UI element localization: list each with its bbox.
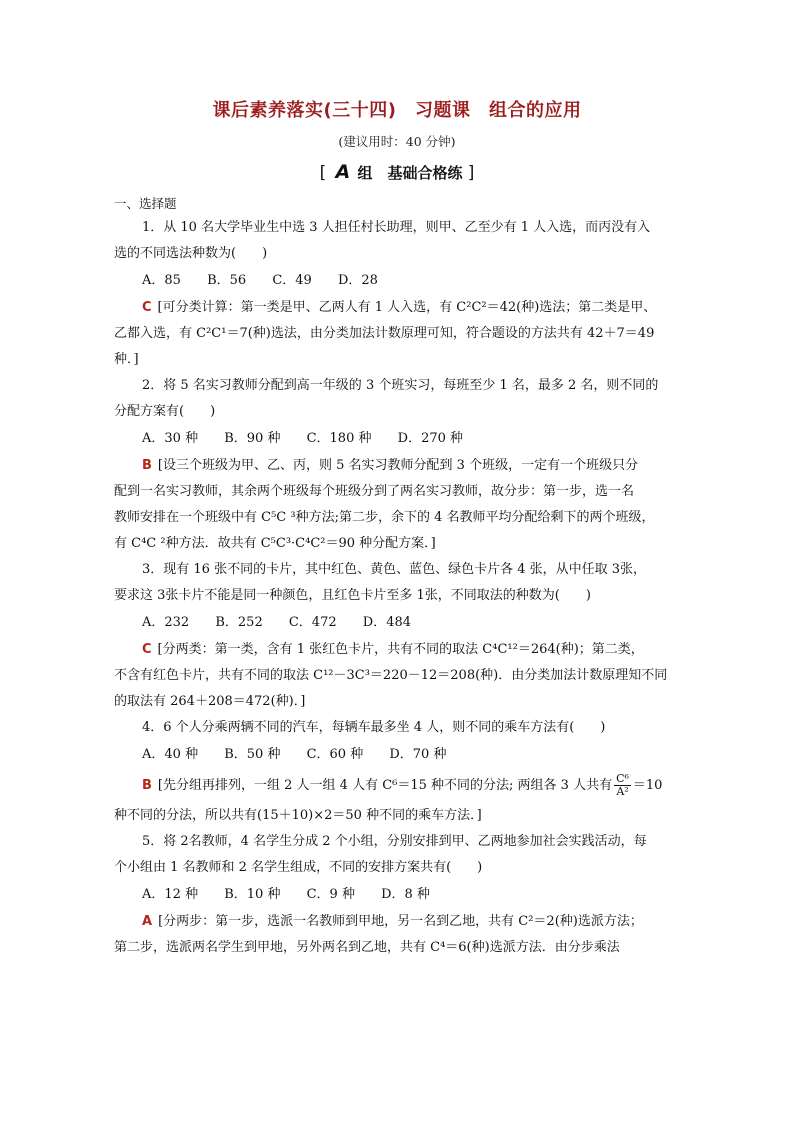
answer-2-line — [114, 453, 684, 479]
question-4-line: 4．6 个人分乘两辆不同的汽车，每辆车最多坐 4 人，则不同的乘车方法有( ) — [142, 720, 606, 735]
option: A．232 — [142, 615, 190, 630]
answer-letter: B — [142, 778, 152, 793]
fraction-denominator: A² — [616, 785, 629, 798]
question-4-options — [114, 741, 684, 769]
answer-2-line: 配到一名实习教师，其余两个班级每个班级分到了两名实习教师，故分步：第一步，选一名 — [114, 484, 635, 499]
option: C．9 种 — [306, 887, 355, 902]
option: A．30 种 — [142, 431, 199, 446]
option: C．472 — [288, 615, 337, 630]
question-2-line: 分配方案有( ) — [114, 404, 216, 419]
question-3-line: 要求这 3张卡片不能是同一种颜色，且红色卡片至多 1张，不同取法的种数为( ) — [114, 588, 591, 603]
answer-2-line: 有 C⁴C ²种方法．故共有 C⁵C³·C⁴C²＝90 种分配方案．] — [114, 536, 436, 551]
answer-1-line — [114, 295, 684, 321]
group-label: 组 基础合格练 — [357, 164, 463, 182]
suggested-time: (建议用时：40 分钟) — [338, 134, 456, 149]
explanation-text: [分两类：第一类，含有 1 张红色卡片，共有不同的取法 C⁴C¹²＝264(种)；第二类， — [157, 642, 644, 657]
question-1-options — [114, 267, 684, 295]
answer-3-line: 的取法有 264＋208＝472(种)．] — [114, 694, 306, 709]
answer-5-line: 第二步，选派两名学生到甲地，另外两名到乙地，共有 C⁴＝6(种)选派方法．由分步乘法 — [114, 940, 620, 955]
option: D．8 种 — [381, 887, 430, 902]
option: D．270 种 — [397, 431, 464, 446]
question-5-options — [114, 881, 684, 909]
answer-letter: C — [142, 642, 152, 657]
question-5-line: 5．将 2名教师，4 名学生分成 2 个小组，分别安排到甲、乙两地参加社会实践活动，每 — [142, 834, 647, 849]
option: C．180 种 — [306, 431, 372, 446]
option: B．10 种 — [224, 887, 281, 902]
answer-5-line — [114, 909, 684, 935]
question-5-line: 个小组由 1 名教师和 2 名学生组成，不同的安排方案共有( ) — [114, 860, 483, 875]
option: A．12 种 — [142, 887, 199, 902]
group-right-bracket: ] — [467, 163, 475, 183]
question-3-line: 3．现有 16 张不同的卡片，其中红色、黄色、蓝色、绿色卡片各 4 张，从中任取 3张， — [142, 562, 647, 577]
question-list — [114, 215, 684, 961]
option: B．50 种 — [224, 747, 281, 762]
page-title: 课后素养落实(三十四) 习题课 组合的应用 — [212, 100, 582, 121]
explanation-text: [设三个班级为甲、乙、丙，则 5 名实习教师分配到 3 个班级，一定有一个班级只分 — [157, 458, 639, 473]
group-a-header — [0, 161, 794, 183]
fraction-numerator: C⁶ — [616, 772, 629, 785]
question-2-options — [114, 425, 684, 453]
option: D．70 种 — [389, 747, 447, 762]
option: C．60 种 — [306, 747, 364, 762]
answer-1-line: 乙都入选，有 C²C¹＝7(种)选法，由分类加法计数原理可知，符合题设的方法共有 42＋7＝49 — [114, 326, 655, 341]
option: B．252 — [215, 615, 263, 630]
group-left-bracket: [ — [319, 163, 327, 183]
option: D．484 — [362, 615, 412, 630]
question-2-line: 2．将 5 名实习教师分配到高一年级的 3 个班实习，每班至少 1 名，最多 2 名，则不同的 — [142, 378, 659, 393]
fraction — [614, 773, 631, 798]
answer-4-line — [114, 769, 684, 803]
answer-4-line: 种不同的分法，所以共有(15＋10)×2＝50 种不同的乘车方法．] — [114, 808, 482, 823]
question-3-options — [114, 609, 684, 637]
answer-letter: A — [142, 914, 153, 929]
explanation-text: [可分类计算：第一类是甲、乙两人有 1 人入选，有 C²C²＝42(种)选法；第二类是甲、 — [157, 300, 657, 315]
explanation-text: ＝10 — [632, 778, 663, 793]
option: D．28 — [337, 273, 378, 288]
option: C．49 — [272, 273, 312, 288]
option: B．56 — [207, 273, 247, 288]
answer-1-line: 种．] — [114, 352, 139, 367]
question-1-line: 选的不同选法种数为( ) — [114, 246, 268, 261]
answer-3-line — [114, 637, 684, 663]
explanation-text: [分两步：第一步，选派一名教师到甲地，另一名到乙地，共有 C²＝2(种)选派方法； — [158, 914, 643, 929]
question-1-line: 1．从 10 名大学毕业生中选 3 人担任村长助理，则甲、乙至少有 1 人入选，而丙没有入 — [142, 220, 651, 235]
answer-letter: B — [142, 458, 152, 473]
explanation-text: [先分组再排列，一组 2 人一组 4 人有 C⁶＝15 种不同的分法; 两组各 3 人共有 — [157, 778, 613, 793]
answer-2-line: 教师安排在一个班级中有 C⁵C ³种方法;第二步，余下的 4 名教师平均分配给剩下的两个班级， — [114, 510, 655, 525]
group-letter-a: A — [335, 161, 351, 183]
option: A．40 种 — [142, 747, 199, 762]
answer-3-line: 不含有红色卡片，共有不同的取法 C¹²－3C³＝220－12＝208(种)．由分类加法计数原理知不同 — [114, 668, 668, 683]
option: B．90 种 — [224, 431, 281, 446]
answer-letter: C — [142, 300, 152, 315]
option: A．85 — [142, 273, 181, 288]
section-heading: 一、选择题 — [114, 196, 177, 211]
